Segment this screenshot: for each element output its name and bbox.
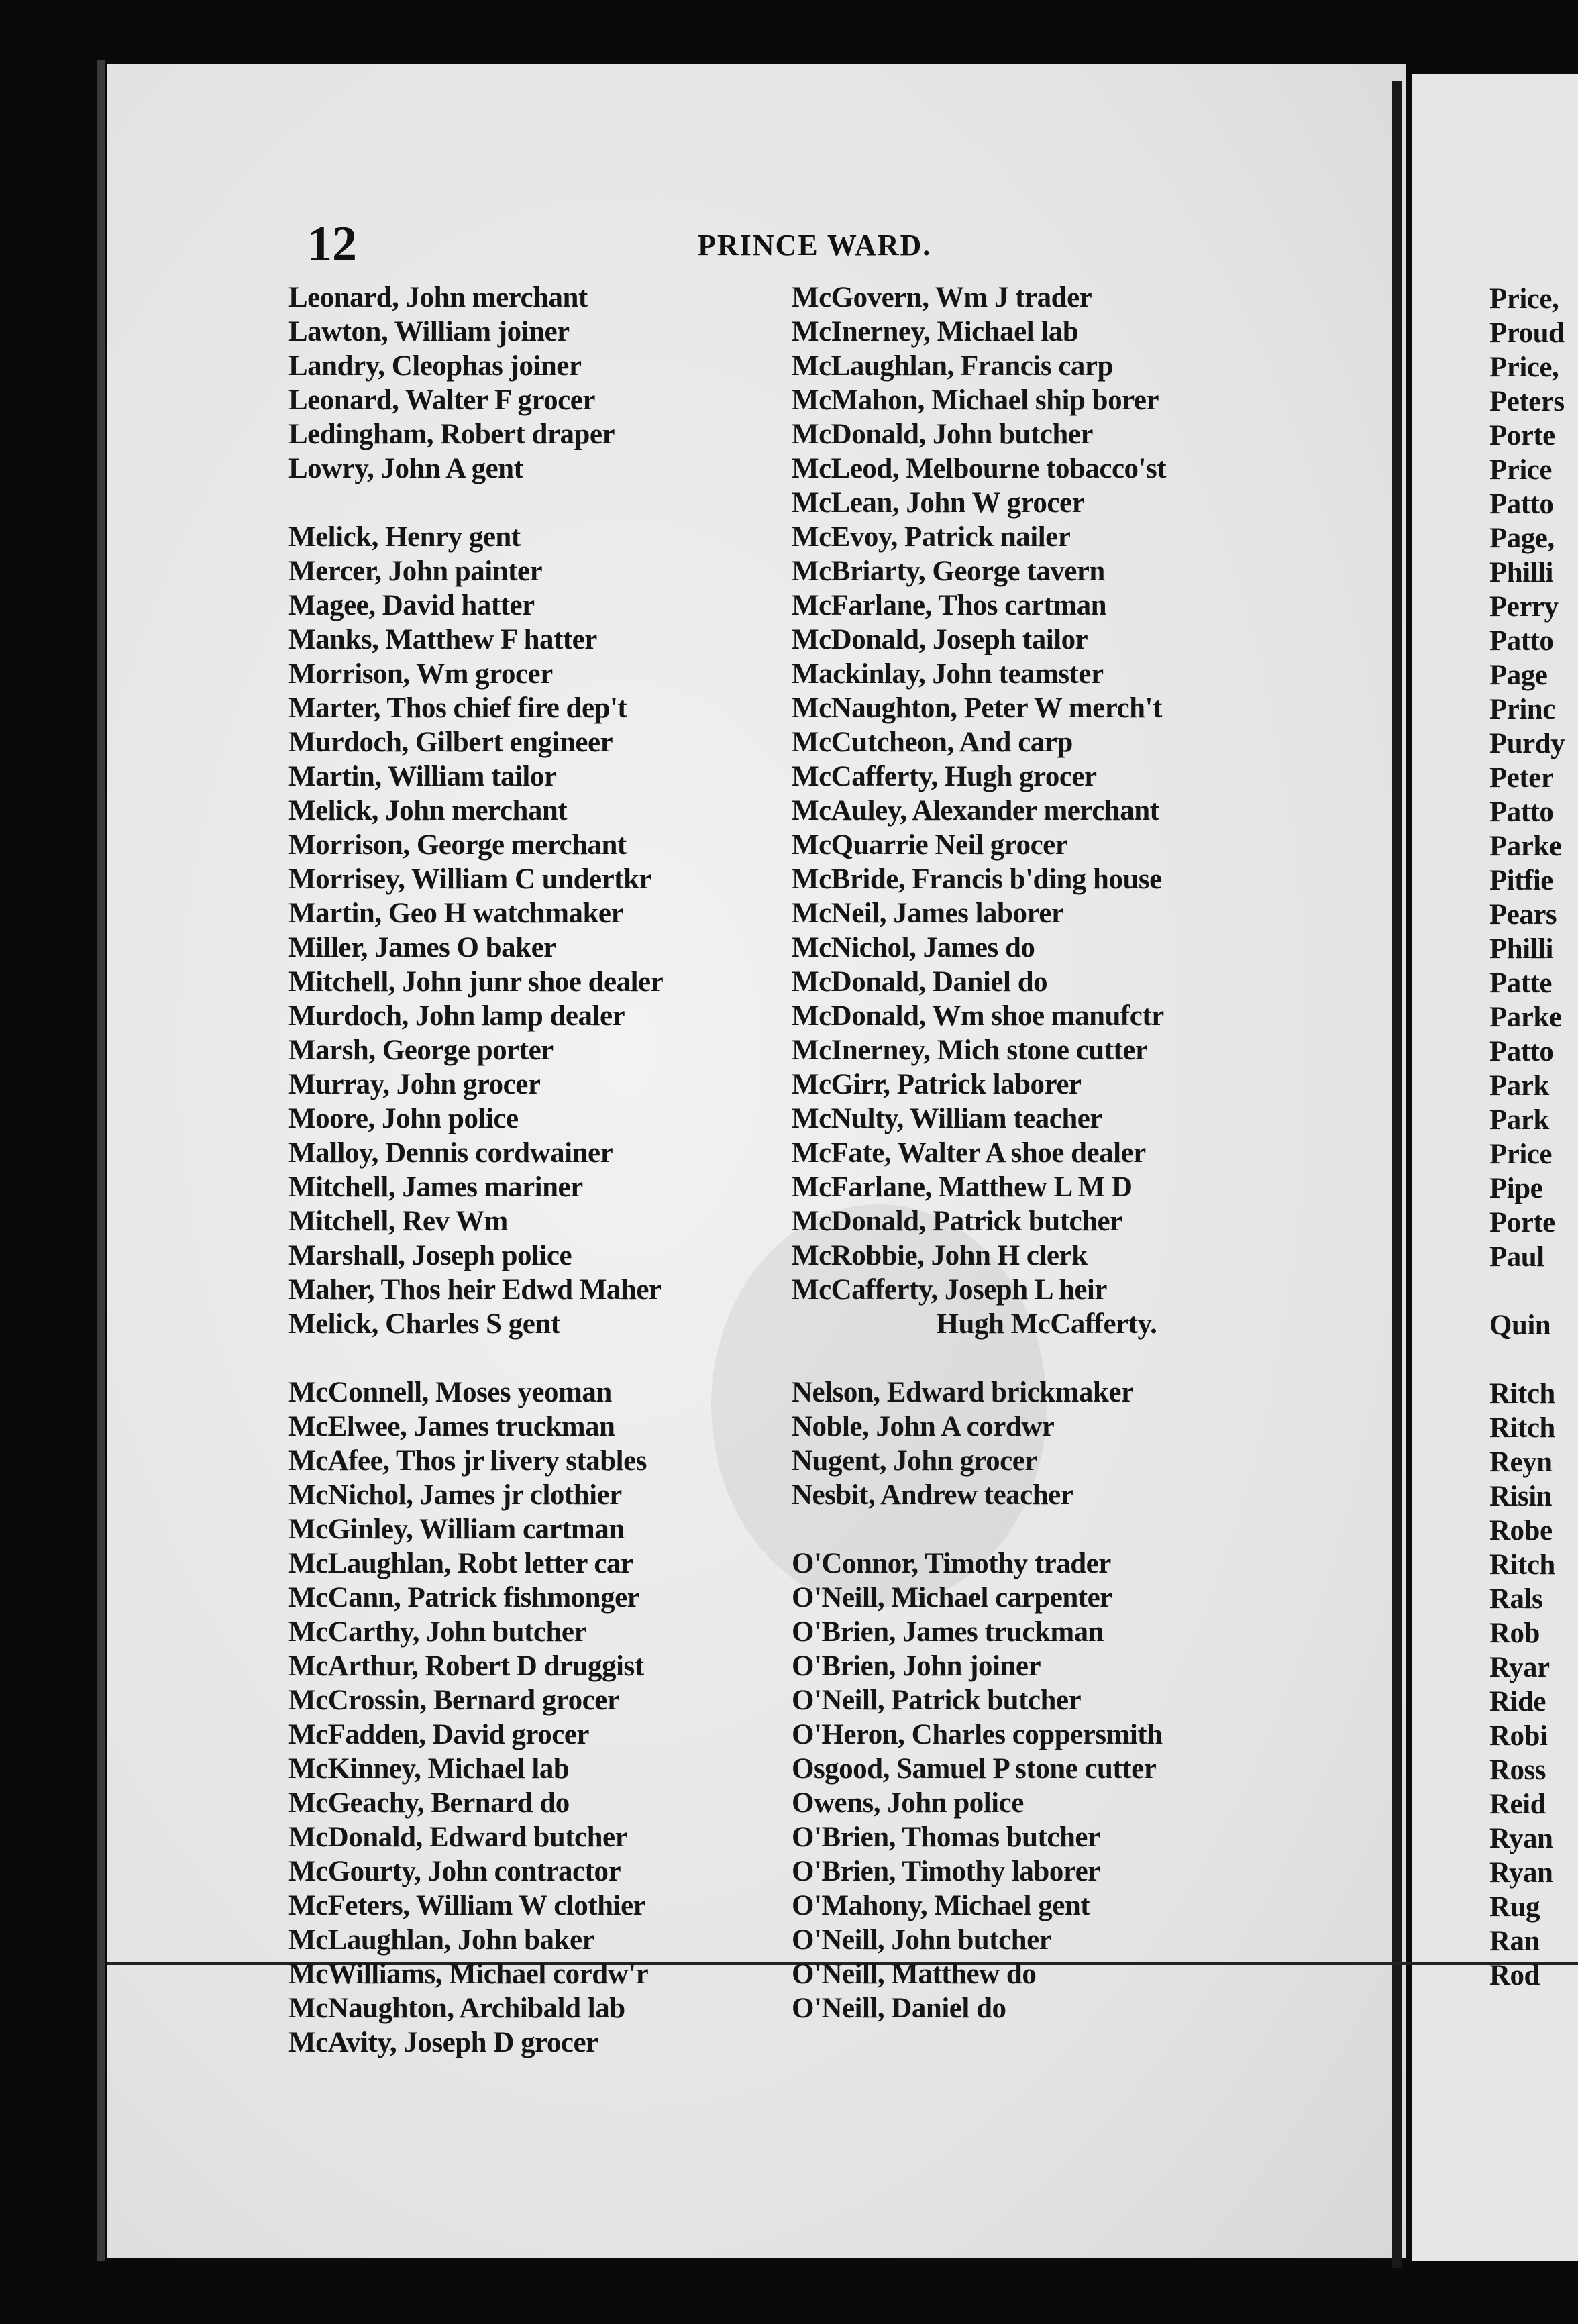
directory-entry: Marter, Thos chief fire dep't bbox=[288, 692, 627, 724]
directory-entry: McBride, Francis b'ding house bbox=[792, 863, 1162, 895]
directory-entry: O'Brien, Thomas butcher bbox=[792, 1821, 1100, 1853]
facing-entry: Ross bbox=[1489, 1754, 1546, 1786]
directory-entry: McGourty, John contractor bbox=[288, 1856, 621, 1887]
page-left-edge bbox=[97, 60, 105, 2261]
directory-entry: McLaughlan, Francis carp bbox=[792, 350, 1113, 382]
facing-entry: Porte bbox=[1489, 1207, 1555, 1238]
directory-entry: McFarlane, Matthew L M D bbox=[792, 1171, 1133, 1203]
facing-entry: Rod bbox=[1489, 1960, 1540, 1991]
facing-entry: Reyn bbox=[1489, 1446, 1553, 1478]
facing-block-p bbox=[1489, 282, 1578, 1274]
directory-entry: Leonard, John merchant bbox=[288, 282, 588, 313]
directory-entry: Manks, Matthew F hatter bbox=[288, 624, 597, 655]
facing-entry: Rug bbox=[1489, 1891, 1540, 1923]
facing-entry: Risin bbox=[1489, 1481, 1553, 1512]
directory-entry: Mitchell, James mariner bbox=[288, 1171, 583, 1203]
facing-entry: Page bbox=[1489, 659, 1548, 691]
facing-entry: Patto bbox=[1489, 1036, 1554, 1067]
directory-entry: Landry, Cleophas joiner bbox=[288, 350, 582, 382]
facing-entry: Perry bbox=[1489, 591, 1559, 623]
facing-entry: Rals bbox=[1489, 1583, 1543, 1615]
directory-entry: McGinley, William cartman bbox=[288, 1514, 625, 1545]
directory-entry: Murdoch, John lamp dealer bbox=[288, 1000, 625, 1032]
facing-entry: Patto bbox=[1489, 625, 1554, 657]
directory-entry: McNulty, William teacher bbox=[792, 1103, 1102, 1134]
directory-entry: O'Neill, Matthew do bbox=[792, 1958, 1037, 1990]
directory-entry: Osgood, Samuel P stone cutter bbox=[792, 1753, 1157, 1785]
facing-entry: Proud bbox=[1489, 317, 1565, 349]
facing-entry: Price, bbox=[1489, 352, 1559, 383]
directory-entry: Moore, John police bbox=[288, 1103, 519, 1134]
directory-entry: McDonald, Wm shoe manufctr bbox=[792, 1000, 1164, 1032]
directory-entry: Murray, John grocer bbox=[288, 1069, 541, 1100]
directory-entry: Mercer, John painter bbox=[288, 556, 543, 587]
directory-entry: McNaughton, Peter W merch't bbox=[792, 692, 1162, 724]
facing-entry: Paul bbox=[1489, 1241, 1544, 1273]
directory-entry: McFeters, William W clothier bbox=[288, 1890, 646, 1921]
facing-entry: Reid bbox=[1489, 1789, 1546, 1820]
spacer bbox=[792, 1512, 1302, 1546]
directory-entry: Ledingham, Robert draper bbox=[288, 419, 615, 450]
facing-entry: Pitfie bbox=[1489, 865, 1553, 896]
directory-entry: McNichol, James do bbox=[792, 932, 1035, 963]
directory-entry: Murdoch, Gilbert engineer bbox=[288, 727, 613, 758]
directory-entry: McGeachy, Bernard do bbox=[288, 1787, 570, 1819]
facing-entry: Porte bbox=[1489, 420, 1555, 452]
facing-entry: Rob bbox=[1489, 1618, 1540, 1649]
directory-entry: Malloy, Dennis cordwainer bbox=[288, 1137, 613, 1169]
directory-entry: O'Mahony, Michael gent bbox=[792, 1890, 1090, 1921]
directory-entry: McAvity, Joseph D grocer bbox=[288, 2027, 598, 2058]
facing-heading: Quin bbox=[1489, 1310, 1551, 1341]
facing-entry: Price bbox=[1489, 454, 1552, 486]
directory-entry: Lawton, William joiner bbox=[288, 316, 570, 348]
directory-entry: McLaughlan, John baker bbox=[288, 1924, 595, 1956]
directory-entry: Martin, Geo H watchmaker bbox=[288, 898, 624, 929]
facing-entry: Purdy bbox=[1489, 728, 1565, 759]
directory-entry: Nesbit, Andrew teacher bbox=[792, 1479, 1073, 1511]
directory-entry: McInerney, Michael lab bbox=[792, 316, 1079, 348]
directory-entry: Melick, Charles S gent bbox=[288, 1308, 560, 1340]
directory-entry: Mackinlay, John teamster bbox=[792, 658, 1104, 690]
directory-entry: McNichol, James jr clothier bbox=[288, 1479, 622, 1511]
facing-entry: Park bbox=[1489, 1104, 1549, 1136]
directory-entry: Leonard, Walter F grocer bbox=[288, 384, 595, 416]
directory-entry: McDonald, Edward butcher bbox=[288, 1821, 628, 1853]
facing-page-column bbox=[1489, 282, 1578, 1993]
gutter-line bbox=[1392, 81, 1402, 2268]
spacer bbox=[792, 1341, 1302, 1375]
directory-entry: McLeod, Melbourne tobacco'st bbox=[792, 453, 1167, 484]
facing-entry: Princ bbox=[1489, 694, 1555, 725]
facing-entry: Peters bbox=[1489, 386, 1565, 417]
directory-entry: McDonald, Daniel do bbox=[792, 966, 1048, 998]
directory-entry: McCafferty, Hugh grocer bbox=[792, 761, 1097, 792]
directory-entry: McDonald, John butcher bbox=[792, 419, 1093, 450]
directory-entry: McArthur, Robert D druggist bbox=[288, 1650, 644, 1682]
directory-entry: Owens, John police bbox=[792, 1787, 1024, 1819]
facing-entry: Price bbox=[1489, 1139, 1552, 1170]
facing-entry: Parke bbox=[1489, 831, 1562, 862]
facing-entry: Patte bbox=[1489, 967, 1552, 999]
facing-entry: Ride bbox=[1489, 1686, 1546, 1718]
facing-entry: Patto bbox=[1489, 796, 1554, 828]
facing-entry: Ran bbox=[1489, 1925, 1540, 1957]
directory-entry: O'Brien, James truckman bbox=[792, 1616, 1104, 1648]
column-right bbox=[792, 280, 1302, 2025]
column-right-block-o bbox=[792, 1546, 1302, 2025]
directory-entry: McFadden, David grocer bbox=[288, 1719, 589, 1750]
directory-entry: McDonald, Joseph tailor bbox=[792, 624, 1088, 655]
directory-entry: O'Brien, Timothy laborer bbox=[792, 1856, 1100, 1887]
directory-entry: Mitchell, Rev Wm bbox=[288, 1206, 508, 1237]
directory-entry: Noble, John A cordwr bbox=[792, 1411, 1055, 1442]
directory-entry: O'Neill, Daniel do bbox=[792, 1993, 1006, 2024]
facing-entry: Pears bbox=[1489, 899, 1557, 931]
facing-block-r bbox=[1489, 1377, 1578, 1993]
directory-entry: McRobbie, John H clerk bbox=[792, 1240, 1088, 1271]
facing-entry: Ritch bbox=[1489, 1378, 1555, 1410]
facing-entry: Parke bbox=[1489, 1002, 1562, 1033]
facing-entry: Price, bbox=[1489, 283, 1559, 315]
facing-entry: Ryar bbox=[1489, 1652, 1550, 1683]
directory-entry: Morrisey, William C undertkr bbox=[288, 863, 651, 895]
directory-entry: O'Neill, John butcher bbox=[792, 1924, 1052, 1956]
directory-entry: O'Heron, Charles coppersmith bbox=[792, 1719, 1163, 1750]
directory-entry: McCafferty, Joseph L heir bbox=[792, 1274, 1107, 1306]
column-left-block-mc bbox=[288, 1375, 778, 2060]
spacer bbox=[288, 486, 778, 520]
directory-entry: Morrison, George merchant bbox=[288, 829, 627, 861]
directory-entry: McKinney, Michael lab bbox=[288, 1753, 570, 1785]
facing-entry: Patto bbox=[1489, 488, 1554, 520]
directory-entry: McNeil, James laborer bbox=[792, 898, 1064, 929]
directory-entry: McAuley, Alexander merchant bbox=[792, 795, 1159, 827]
facing-entry: Peter bbox=[1489, 762, 1554, 794]
spacer bbox=[288, 1341, 778, 1375]
directory-entry: McConnell, Moses yeoman bbox=[288, 1377, 612, 1408]
directory-entry: O'Neill, Patrick butcher bbox=[792, 1685, 1082, 1716]
directory-entry: McGirr, Patrick laborer bbox=[792, 1069, 1082, 1100]
directory-entry: O'Connor, Timothy trader bbox=[792, 1548, 1111, 1579]
directory-entry: Melick, John merchant bbox=[288, 795, 568, 827]
directory-entry: Mitchell, John junr shoe dealer bbox=[288, 966, 664, 998]
directory-entry: McDonald, Patrick butcher bbox=[792, 1206, 1122, 1237]
directory-entry: McNaughton, Archibald lab bbox=[288, 1993, 625, 2024]
facing-entry: Ryan bbox=[1489, 1823, 1553, 1854]
directory-entry: Marshall, Joseph police bbox=[288, 1240, 572, 1271]
directory-entry: McCrossin, Bernard grocer bbox=[288, 1685, 620, 1716]
facing-entry: Pipe bbox=[1489, 1173, 1543, 1204]
facing-entry: Park bbox=[1489, 1070, 1549, 1102]
directory-entry: McEvoy, Patrick nailer bbox=[792, 521, 1071, 553]
directory-entry: O'Neill, Michael carpenter bbox=[792, 1582, 1112, 1614]
continuation-line: Hugh McCafferty. bbox=[936, 1308, 1157, 1340]
spacer bbox=[1489, 1342, 1578, 1377]
directory-entry: Melick, Henry gent bbox=[288, 521, 521, 553]
facing-entry: Robi bbox=[1489, 1720, 1548, 1752]
column-right-block-mc bbox=[792, 280, 1302, 1307]
directory-entry: McLean, John W grocer bbox=[792, 487, 1085, 519]
directory-entry: O'Brien, John joiner bbox=[792, 1650, 1041, 1682]
directory-entry: Morrison, Wm grocer bbox=[288, 658, 553, 690]
directory-entry: McBriarty, George tavern bbox=[792, 556, 1105, 587]
facing-entry: Ritch bbox=[1489, 1412, 1555, 1444]
directory-entry: McFate, Walter A shoe dealer bbox=[792, 1137, 1146, 1169]
facing-entry: Philli bbox=[1489, 557, 1553, 588]
directory-entry: McQuarrie Neil grocer bbox=[792, 829, 1068, 861]
directory-entry: Miller, James O baker bbox=[288, 932, 556, 963]
directory-entry: McMahon, Michael ship borer bbox=[792, 384, 1159, 416]
spacer bbox=[1489, 1274, 1578, 1308]
directory-entry: McGovern, Wm J trader bbox=[792, 282, 1092, 313]
directory-entry: Martin, William tailor bbox=[288, 761, 557, 792]
directory-entry: Nugent, John grocer bbox=[792, 1445, 1037, 1477]
column-right-block-n bbox=[792, 1375, 1302, 1512]
directory-entry: McCutcheon, And carp bbox=[792, 727, 1073, 758]
running-head: PRINCE WARD. bbox=[698, 229, 932, 262]
facing-entry: Robe bbox=[1489, 1515, 1553, 1546]
facing-entry: Ryan bbox=[1489, 1857, 1553, 1889]
directory-entry: Magee, David hatter bbox=[288, 590, 535, 621]
facing-entry: Ritch bbox=[1489, 1549, 1555, 1581]
facing-entry: Philli bbox=[1489, 933, 1553, 965]
directory-entry: Nelson, Edward brickmaker bbox=[792, 1377, 1134, 1408]
directory-entry: Lowry, John A gent bbox=[288, 453, 523, 484]
directory-entry: Maher, Thos heir Edwd Maher bbox=[288, 1274, 662, 1306]
directory-entry: McCann, Patrick fishmonger bbox=[288, 1582, 640, 1614]
column-left bbox=[288, 280, 778, 2060]
directory-entry: Marsh, George porter bbox=[288, 1035, 554, 1066]
column-left-block-m bbox=[288, 520, 778, 1341]
directory-entry: McWilliams, Michael cordw'r bbox=[288, 1958, 649, 1990]
directory-entry: McAfee, Thos jr livery stables bbox=[288, 1445, 647, 1477]
page-number: 12 bbox=[307, 217, 357, 272]
directory-entry: McFarlane, Thos cartman bbox=[792, 590, 1106, 621]
directory-entry: McInerney, Mich stone cutter bbox=[792, 1035, 1148, 1066]
directory-entry: McElwee, James truckman bbox=[288, 1411, 615, 1442]
directory-entry: McCarthy, John butcher bbox=[288, 1616, 587, 1648]
directory-entry: McLaughlan, Robt letter car bbox=[288, 1548, 633, 1579]
facing-entry: Page, bbox=[1489, 523, 1555, 554]
column-left-block-l bbox=[288, 280, 778, 486]
